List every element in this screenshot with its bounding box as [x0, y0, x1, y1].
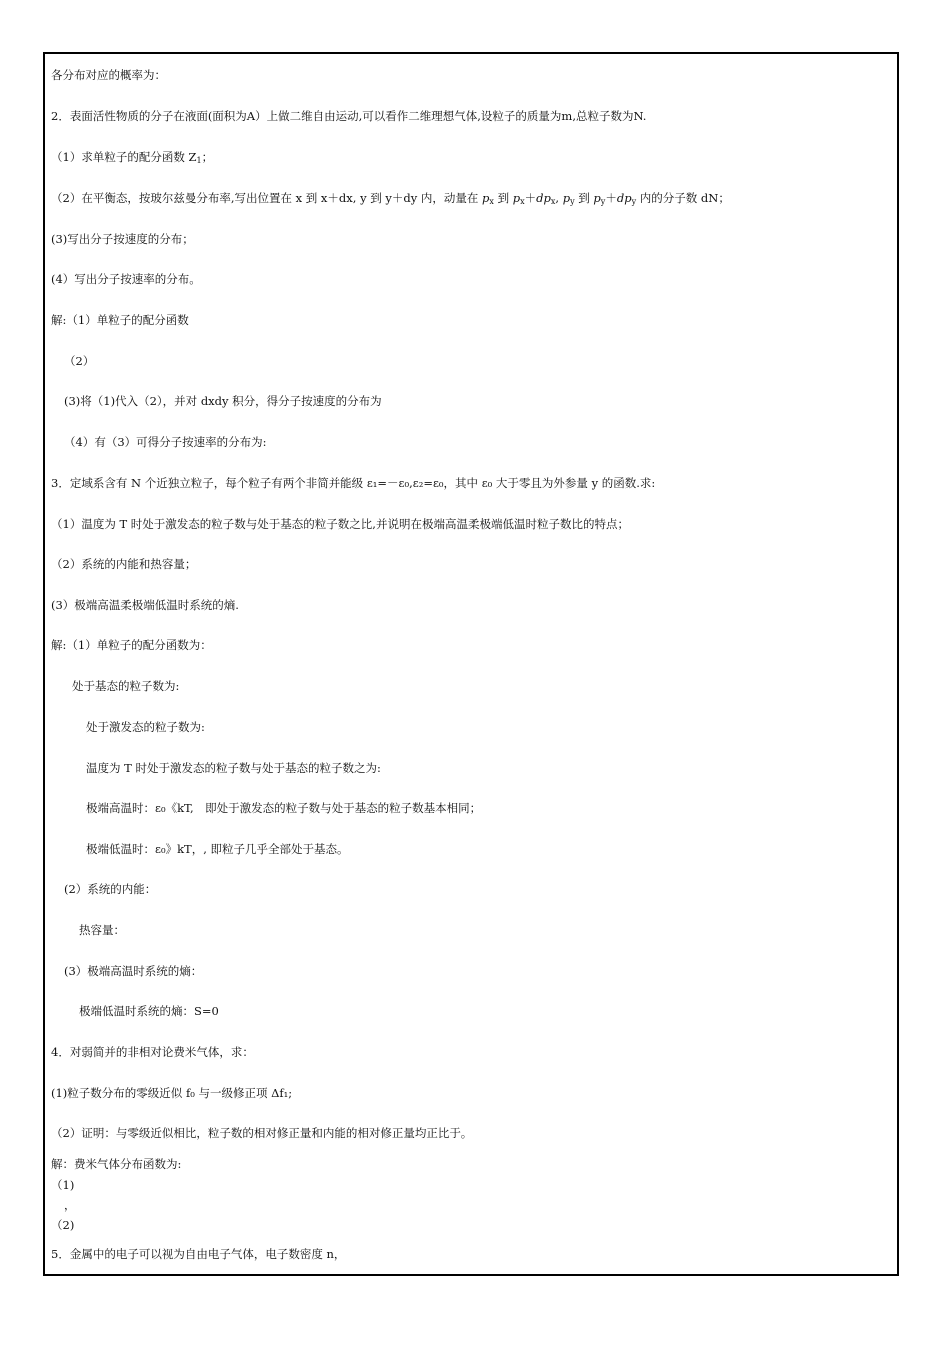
question-3-part-3: (3）极端高温柔极端低温时系统的熵. — [51, 598, 239, 612]
solution-4: 解：费米气体分布函数为: — [51, 1157, 182, 1171]
question-2-part-3: (3)写出分子按速度的分布； — [51, 232, 194, 246]
text-line: 各分布对应的概率为： — [51, 68, 166, 82]
solution-2-part-3: (3)将（1)代入（2），并对 dxdy 积分，得分子按速度的分布为 — [64, 394, 382, 408]
solution-3-part-3: (3）极端高温时系统的熵： — [64, 964, 203, 978]
text-line: ， — [64, 1198, 76, 1212]
text-line: 处于激发态的粒子数为: — [86, 720, 205, 734]
solution-4-part-2: （2) — [51, 1218, 75, 1232]
solution-3-part-2: (2）系统的内能： — [64, 882, 157, 896]
solution-3-part-1: 解:（1）单粒子的配分函数为： — [51, 638, 212, 652]
solution-2-part-4: （4）有（3）可得分子按速率的分布为: — [64, 435, 267, 449]
text-line: 热容量： — [79, 923, 125, 937]
solution-2-part-2: （2） — [64, 354, 95, 368]
text-line: 极端低温时：ε₀》kT，, 即粒子几乎全部处于基态。 — [86, 842, 349, 856]
question-3: 3．定域系含有 N 个近独立粒子，每个粒子有两个非简并能级 ε₁=－ε₀,ε₂=ε₀，其中 ε₀ 大于零且为外参量 y 的函数.求: — [51, 476, 656, 490]
question-3-part-2: （2）系统的内能和热容量； — [51, 557, 197, 571]
question-4-part-1: (1)粒子数分布的零级近似 f₀ 与一级修正项 Δf₁; — [51, 1086, 293, 1100]
question-4-part-2: （2）证明：与零级近似相比，粒子数的相对修正量和内能的相对修正量均正比于。 — [51, 1126, 473, 1140]
question-2: 2．表面活性物质的分子在液面(面积为A）上做二维自由运动,可以看作二维理想气体,设粒子的质量为m,总粒子数为N. — [51, 109, 647, 123]
question-2-part-2: （2）在平衡态，按玻尔兹曼分布率,写出位置在 x 到 x＋dx, y 到 y＋dy 内，动量在 $p_x$ 到 $p_x+dp_x$, $p_y$ 到 $p_y+dp_y$ 内的分子数 dN； — [51, 191, 730, 206]
text-line: 温度为 T 时处于激发态的粒子数与处于基态的粒子数之为: — [86, 761, 381, 775]
question-3-part-1: （1）温度为 T 时处于激发态的粒子数与处于基态的粒子数之比,并说明在极端高温柔极端低温时粒子数比的特点； — [51, 517, 629, 531]
solution-2-part-1: 解:（1）单粒子的配分函数 — [51, 313, 189, 327]
question-2-part-4: (4）写出分子按速率的分布。 — [51, 272, 201, 286]
question-4: 4．对弱简并的非相对论费米气体，求： — [51, 1045, 254, 1059]
text-line: 处于基态的粒子数为: — [72, 679, 180, 693]
solution-4-part-1: （1) — [51, 1178, 75, 1192]
text-line: 极端高温时：ε₀《kT, 即处于激发态的粒子数与处于基态的粒子数基本相同； — [86, 801, 482, 815]
question-2-part-1: （1）求单粒子的配分函数 $Z_1$； — [51, 150, 214, 165]
text-line: 极端低温时系统的熵：S=0 — [79, 1004, 219, 1018]
question-5: 5．金属中的电子可以视为自由电子气体，电子数密度 n， — [51, 1247, 346, 1261]
